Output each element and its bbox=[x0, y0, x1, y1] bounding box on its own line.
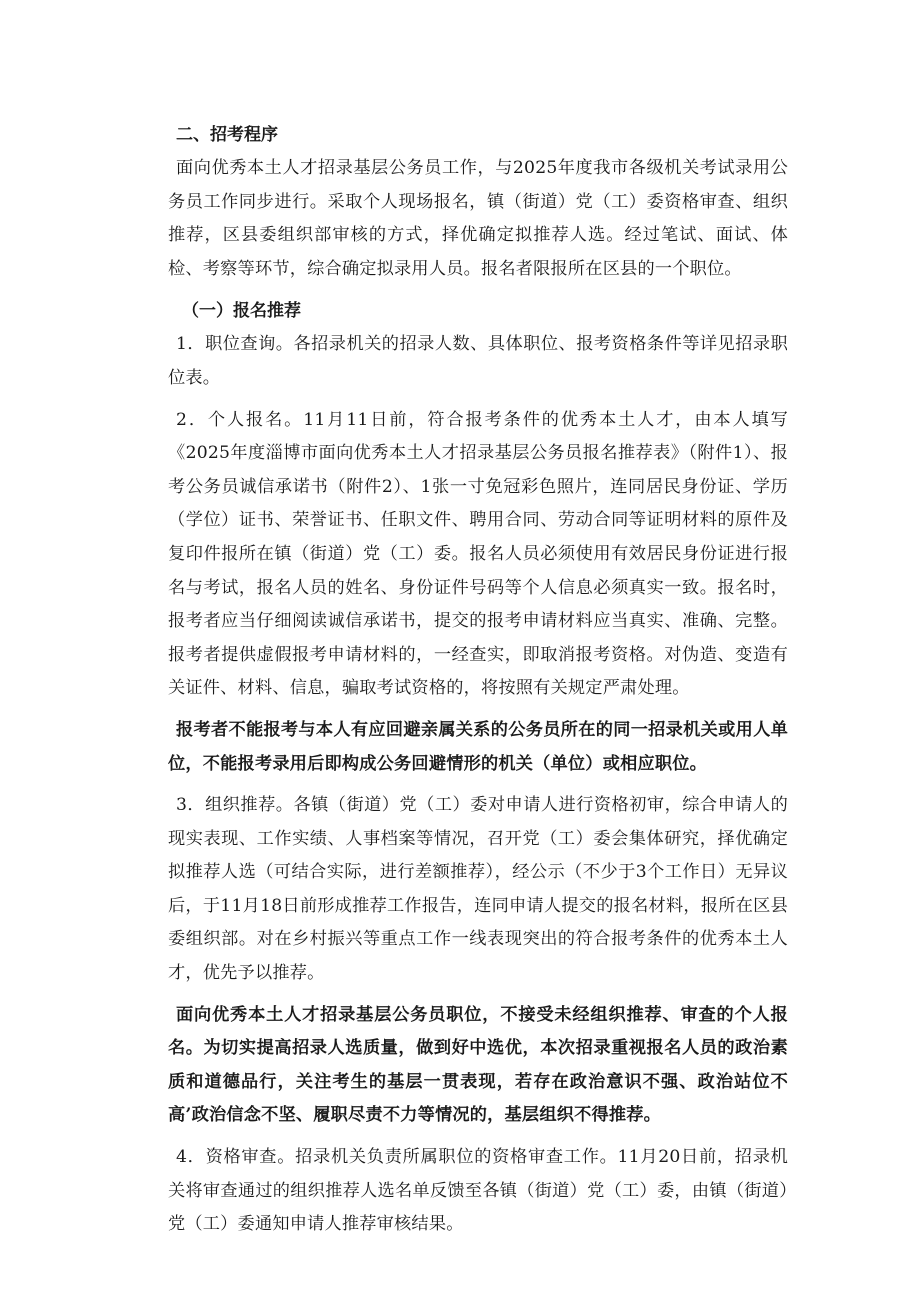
section-heading: 二、招考程序 bbox=[176, 125, 278, 145]
subsection-heading: （一）报名推荐 bbox=[182, 301, 301, 322]
document-page bbox=[168, 118, 788, 1250]
item-2-paragraph: 2．个人报名。11月11日前，符合报考条件的优秀本土人才，由本人填写《2025年度淄博市面向优秀本土人才招录基层公务员报名推荐表》（附件1）、报考公务员诚信承诺书（附件2）、1张一寸免冠彩色照片，连同居民身份证、学历（学位）证书、荣誉证书、任职文件、聘用合同、劳动合同等证明材料的原件及复印件报所在镇（街道）党（工）委。报名人员必须使用有效居民身份证进行报名与考试，报名人员的姓名、身份证件号码等个人信息必须真实一致。报名时，报考者应当仔细阅读诚信承诺书，提交的报考申请材料应当真实、准确、完整。报考者提供虚假报考申请材料的，一经查实，即取消报考资格。对伪造、变造有关证件、材料、信息，骗取考试资格的，将按照有关规定严肃处理。 bbox=[168, 409, 788, 699]
item-4-paragraph: 4．资格审查。招录机关负责所属职位的资格审查工作。11月20日前，招录机关将审查通过的组织推荐人选名单反馈至各镇（街道）党（工）委，由镇（街道）党（工）委通知申请人推荐审核结果。 bbox=[168, 1147, 788, 1235]
bold-note-2: 面向优秀本土人才招录基层公务员职位，不接受未经组织推荐、审查的个人报名。为切实提高招录人选质量，做到好中选优，本次招录重视报名人员的政治素质和道德品行，关注考生的基层一贯表现，若存在政治意识不强、政治站位不高’政治信念不坚、履职尽责不力等情况的，基层组织不得推荐。 bbox=[168, 1004, 788, 1126]
item-3-paragraph: 3．组织推荐。各镇（街道）党（工）委对申请人进行资格初审，综合申请人的现实表现、工作实绩、人事档案等情况，召开党（工）委会集体研究，择优确定拟推荐人选（可结合实际，进行差额推荐），经公示（不少于3个工作日）无异议后，于11月18日前形成推荐工作报告，连同申请人提交的报名材料，报所在区县委组织部。对在乡村振兴等重点工作一线表现突出的符合报考条件的优秀本土人才，优先予以推荐。 bbox=[168, 795, 788, 984]
item-1-paragraph: 1．职位查询。各招录机关的招录人数、具体职位、报考资格条件等详见招录职位表。 bbox=[168, 334, 788, 388]
bold-note-1: 报考者不能报考与本人有应回避亲属关系的公务员所在的同一招录机关或用人单位，不能报考录用后即构成公务回避情形的机关（单位）或相应职位。 bbox=[168, 719, 788, 774]
intro-paragraph: 面向优秀本土人才招录基层公务员工作，与2025年度我市各级机关考试录用公务员工作同步进行。采取个人现场报名，镇（街道）党（工）委资格审查、组织推荐，区县委组织部审核的方式，择优确定拟推荐人选。经过笔试、面试、体检、考察等环节，综合确定拟录用人员。报名者限报所在区县的一个职位。 bbox=[168, 158, 788, 279]
